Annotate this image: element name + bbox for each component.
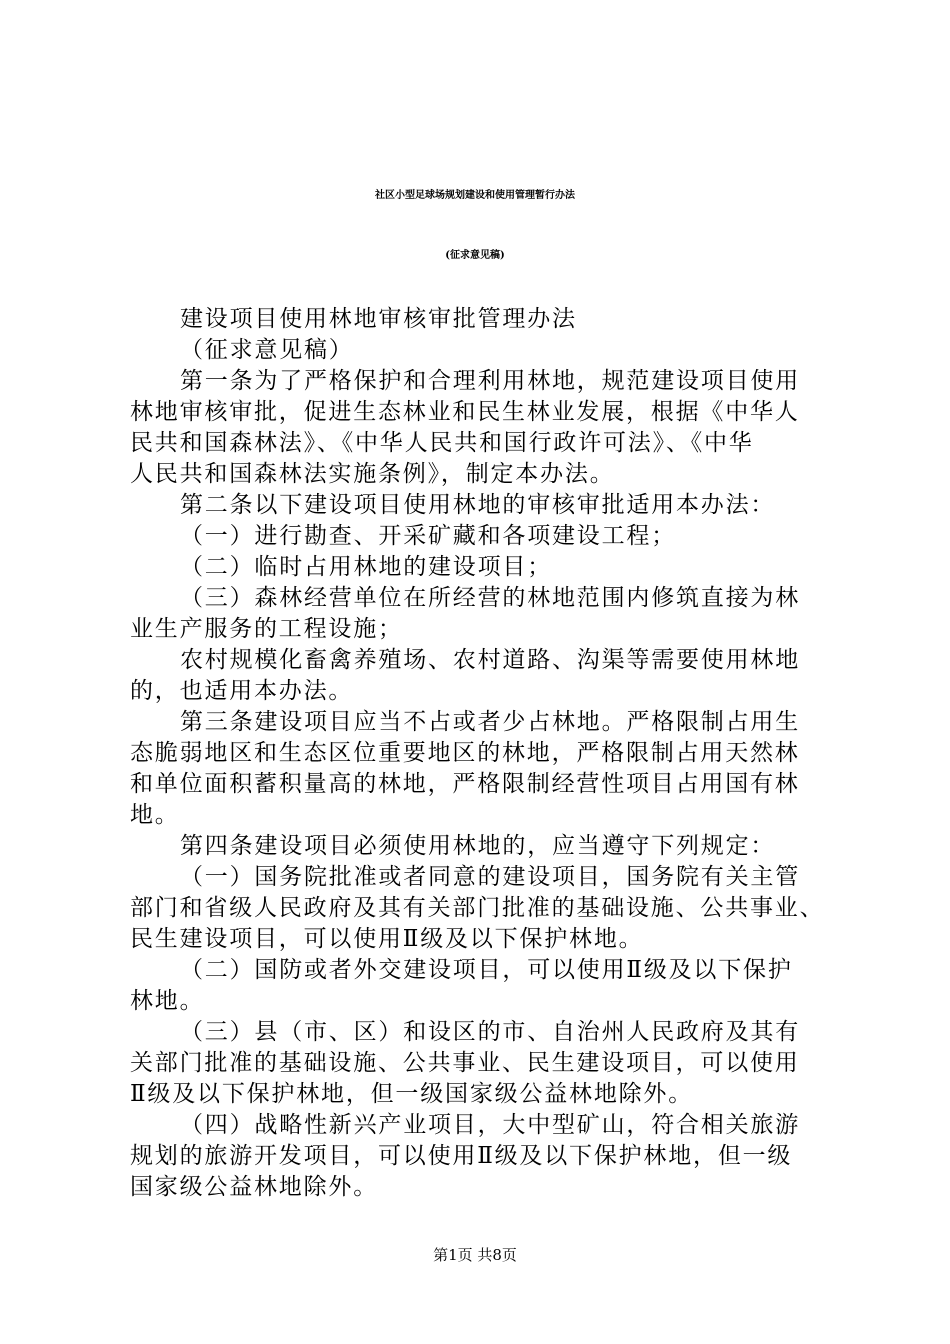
body-line: （一）国务院批准或者同意的建设项目，国务院有关主管 <box>180 864 800 890</box>
body-line: 部门和省级人民政府及其有关部门批准的基础设施、公共事业、 <box>130 895 825 921</box>
body-line: 和单位面积蓄积量高的林地，严格限制经营性项目占用国有林 <box>130 771 800 797</box>
body-line: 态脆弱地区和生态区位重要地区的林地，严格限制占用天然林 <box>130 740 800 766</box>
body-line: 农村规模化畜禽养殖场、农村道路、沟渠等需要使用林地 <box>180 647 800 673</box>
body-line: 民生建设项目，可以使用Ⅱ级及以下保护林地。 <box>130 926 644 952</box>
body-line: 第三条建设项目应当不占或者少占林地。严格限制占用生 <box>180 709 800 735</box>
body-line: （一）进行勘查、开采矿藏和各项建设工程； <box>180 523 676 549</box>
body-line: 规划的旅游开发项目，可以使用Ⅱ级及以下保护林地，但一级 <box>130 1143 793 1169</box>
body-line: 关部门批准的基础设施、公共事业、民生建设项目，可以使用 <box>130 1050 800 1076</box>
body-line: 地。 <box>130 802 180 828</box>
body-line: 建设项目使用林地审核审批管理办法 <box>180 306 577 332</box>
body-line: 民共和国森林法》、《中华人民共和国行政许可法》、《中华 <box>130 430 754 456</box>
body-line: 的，也适用本办法。 <box>130 678 354 704</box>
body-line: 林地审核审批，促进生态林业和民生林业发展，根据《中华人 <box>130 399 800 425</box>
body-line: （二）临时占用林地的建设项目； <box>180 554 552 580</box>
body-line: 国家级公益林地除外。 <box>130 1174 378 1200</box>
body-line: 业生产服务的工程设施； <box>130 616 403 642</box>
body-line: （征求意见稿） <box>180 337 354 363</box>
body-line: 第四条建设项目必须使用林地的，应当遵守下列规定： <box>180 833 776 859</box>
body-line: Ⅱ级及以下保护林地，但一级国家级公益林地除外。 <box>130 1081 694 1107</box>
body-line: （二）国防或者外交建设项目，可以使用Ⅱ级及以下保护 <box>180 957 793 983</box>
document-title: 社区小型足球场规划建设和使用管理暂行办法 <box>375 190 575 201</box>
body-line: 林地。 <box>130 988 205 1014</box>
body-line: 第二条以下建设项目使用林地的审核审批适用本办法： <box>180 492 776 518</box>
document-subtitle: (征求意见稿) <box>445 250 505 261</box>
body-line: （四）战略性新兴产业项目，大中型矿山，符合相关旅游 <box>180 1112 800 1138</box>
page-footer: 第1页 共8页 <box>433 1246 517 1264</box>
body-line: （三）森林经营单位在所经营的林地范围内修筑直接为林 <box>180 585 800 611</box>
body-line: （三）县（市、区）和设区的市、自治州人民政府及其有 <box>180 1019 800 1045</box>
body-line: 人民共和国森林法实施条例》，制定本办法。 <box>130 461 615 487</box>
body-line: 第一条为了严格保护和合理利用林地，规范建设项目使用 <box>180 368 800 394</box>
